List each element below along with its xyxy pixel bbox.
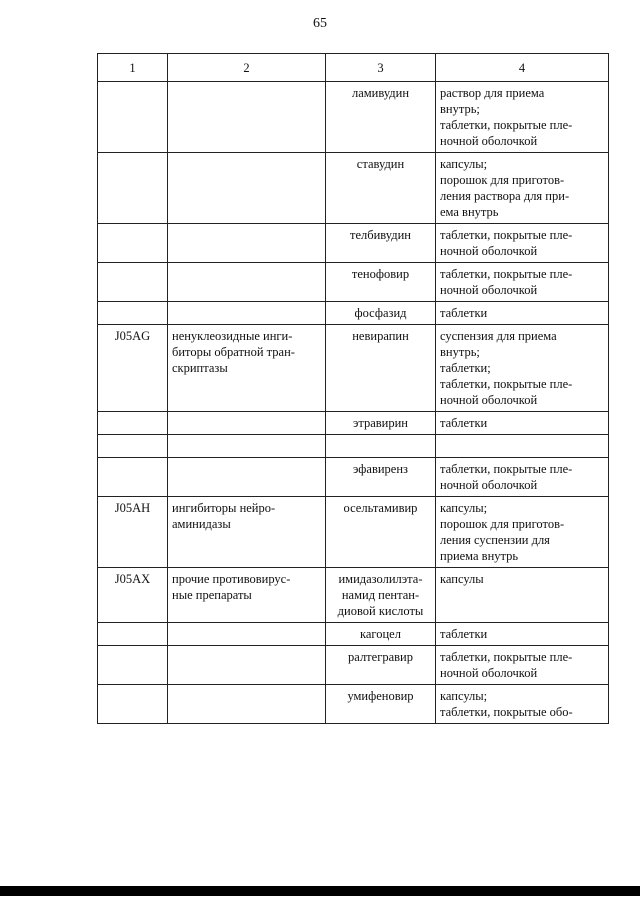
atc-code-cell [98, 82, 168, 153]
group-name-cell [168, 685, 326, 724]
atc-code-cell [98, 153, 168, 224]
dosage-form-cell: таблетки [436, 412, 609, 435]
dosage-form-cell: таблетки [436, 302, 609, 325]
table-header-row [98, 54, 609, 82]
atc-code-cell: J05AH [98, 497, 168, 568]
dosage-form-cell: суспензия для приема внутрь; таблетки; таблетки, покрытые пле- ночной оболочкой [436, 325, 609, 412]
table-row [98, 458, 609, 497]
table-row [98, 497, 609, 568]
dosage-form-cell: таблетки, покрытые пле- ночной оболочкой [436, 224, 609, 263]
table-row [98, 646, 609, 685]
drug-name-cell: этравирин [326, 412, 436, 435]
drug-table [97, 53, 609, 724]
drug-name-cell: ставудин [326, 153, 436, 224]
atc-code-cell [98, 263, 168, 302]
atc-code-cell [98, 302, 168, 325]
drug-name-cell: телбивудин [326, 224, 436, 263]
dosage-form-cell: таблетки, покрытые пле- ночной оболочкой [436, 263, 609, 302]
group-name-cell: ингибиторы нейро- аминидазы [168, 497, 326, 568]
group-name-cell: прочие противовирус- ные препараты [168, 568, 326, 623]
atc-code-cell: J05AG [98, 325, 168, 412]
table-row [98, 263, 609, 302]
atc-code-cell [98, 412, 168, 435]
atc-code-cell [98, 458, 168, 497]
atc-code-cell [98, 623, 168, 646]
column-header-1: 1 [98, 54, 168, 82]
dosage-form-cell: капсулы; порошок для приготов- ления суспензии для приема внутрь [436, 497, 609, 568]
drug-name-cell: умифеновир [326, 685, 436, 724]
table-row [98, 325, 609, 412]
dosage-form-cell: раствор для приема внутрь; таблетки, покрытые пле- ночной оболочкой [436, 82, 609, 153]
group-name-cell [168, 412, 326, 435]
table-row [98, 412, 609, 435]
dosage-form-cell: капсулы [436, 568, 609, 623]
group-name-cell [168, 263, 326, 302]
table-row [98, 82, 609, 153]
drug-name-cell [326, 435, 436, 458]
group-name-cell: ненуклеозидные инги- биторы обратной тран- скриптазы [168, 325, 326, 412]
table-row [98, 685, 609, 724]
table-body [98, 82, 609, 724]
bottom-bar [0, 886, 640, 896]
table-row [98, 568, 609, 623]
drug-name-cell: тенофовир [326, 263, 436, 302]
atc-code-cell [98, 435, 168, 458]
page-number: 65 [313, 16, 327, 31]
group-name-cell [168, 82, 326, 153]
dosage-form-cell: капсулы; таблетки, покрытые обо- [436, 685, 609, 724]
table-row [98, 153, 609, 224]
drug-name-cell: кагоцел [326, 623, 436, 646]
atc-code-cell [98, 224, 168, 263]
group-name-cell [168, 623, 326, 646]
table-row [98, 224, 609, 263]
column-header-2: 2 [168, 54, 326, 82]
drug-name-cell: невирапин [326, 325, 436, 412]
table-row [98, 302, 609, 325]
dosage-form-cell: капсулы; порошок для приготов- ления раствора для при- ема внутрь [436, 153, 609, 224]
atc-code-cell [98, 646, 168, 685]
dosage-form-cell: таблетки, покрытые пле- ночной оболочкой [436, 458, 609, 497]
group-name-cell [168, 224, 326, 263]
drug-name-cell: фосфазид [326, 302, 436, 325]
group-name-cell [168, 153, 326, 224]
column-header-3: 3 [326, 54, 436, 82]
drug-name-cell: осельтамивир [326, 497, 436, 568]
group-name-cell [168, 302, 326, 325]
dosage-form-cell [436, 435, 609, 458]
dosage-form-cell: таблетки, покрытые пле- ночной оболочкой [436, 646, 609, 685]
drug-name-cell: эфавиренз [326, 458, 436, 497]
drug-name-cell: имидазолилэта- намид пентан- диовой кислоты [326, 568, 436, 623]
atc-code-cell: J05AX [98, 568, 168, 623]
group-name-cell [168, 435, 326, 458]
dosage-form-cell: таблетки [436, 623, 609, 646]
group-name-cell [168, 458, 326, 497]
column-header-4: 4 [436, 54, 609, 82]
drug-name-cell: ралтегравир [326, 646, 436, 685]
atc-code-cell [98, 685, 168, 724]
table-row [98, 435, 609, 458]
group-name-cell [168, 646, 326, 685]
drug-name-cell: ламивудин [326, 82, 436, 153]
table-row [98, 623, 609, 646]
